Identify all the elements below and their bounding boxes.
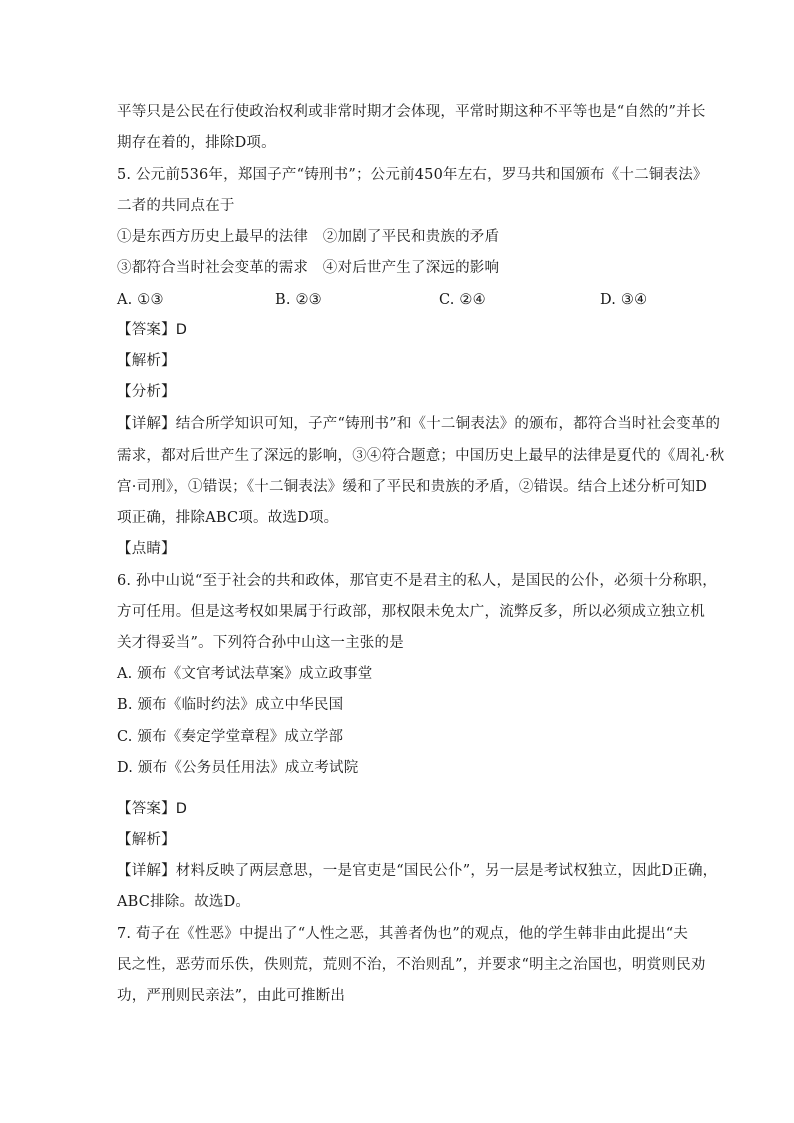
- prev-explanation-line-2: 期存在着的，排除D项。: [117, 135, 276, 151]
- q7-stem-line-3: 功，严刑则民亲法”，由此可推断出: [117, 988, 346, 1004]
- q5-answer: 【答案】D: [117, 322, 188, 338]
- q5-detail-line-1: 【详解】结合所学知识可知，子产“铸刑书”和《十二铜表法》的颁布，都符合当时社会变革的: [117, 416, 721, 432]
- q5-stem-line-1: 5. 公元前536年，郑国子产“铸刑书”；公元前450年左右，罗马共和国颁布《十二铜表法》: [117, 167, 708, 183]
- q6-stem-line-1: 6. 孙中山说“至于社会的共和政体，那官吏不是君主的私人，是国民的公仆，必须十分称职，: [117, 573, 717, 589]
- q5-detail-line-4: 项正确，排除ABC项。故选D项。: [117, 510, 339, 526]
- q5-fenxi-heading: 【分析】: [117, 384, 176, 400]
- q6-stem-line-2: 方可任用。但是这考权如果属于行政部，那权限未免太广，流弊反多，所以必须成立独立机: [117, 604, 705, 620]
- q6-detail-line-1: 【详解】材料反映了两层意思，一是官吏是“国民公仆”，另一层是考试权独立，因此D正确，: [117, 863, 718, 879]
- q6-option-d: D. 颁布《公务员任用法》成立考试院: [117, 760, 359, 776]
- q6-analysis-heading: 【解析】: [117, 832, 176, 848]
- q5-statement-2: ③都符合当时社会变革的需求 ④对后世产生了深远的影响: [117, 260, 500, 276]
- q7-stem-line-1: 7. 荀子在《性恶》中提出了“人性之恶，其善者伪也”的观点，他的学生韩非由此提出“夫: [117, 926, 689, 942]
- q7-stem-line-2: 民之性，恶劳而乐佚，佚则荒，荒则不治，不治则乱”，并要求“明主之治国也，明赏则民劝: [117, 957, 706, 973]
- q5-stem-line-2: 二者的共同点在于: [117, 198, 235, 214]
- q6-detail-line-2: ABC排除。故选D。: [117, 894, 251, 910]
- q6-option-b: B. 颁布《临时约法》成立中华民国: [117, 697, 344, 713]
- q5-detail-line-3: 宫·司刑》，①错误；《十二铜表法》缓和了平民和贵族的矛盾，②错误。结合上述分析可知D: [117, 479, 708, 495]
- prev-explanation-line-1: 平等只是公民在行使政治权利或非常时期才会体现，平常时期这种不平等也是“自然的”并长: [117, 104, 706, 120]
- q5-option-b: B. ②③: [275, 292, 322, 308]
- q6-answer: 【答案】D: [117, 801, 188, 817]
- q5-detail-line-2: 需求，都对后世产生了深远的影响，③④符合题意；中国历史上最早的法律是夏代的《周礼·秋: [117, 448, 725, 464]
- q6-option-a: A. 颁布《文官考试法草案》成立政事堂: [117, 666, 373, 682]
- q6-option-c: C. 颁布《奏定学堂章程》成立学部: [117, 729, 344, 745]
- q5-option-a: A. ①③: [117, 292, 164, 308]
- q5-analysis-heading: 【解析】: [117, 353, 176, 369]
- q5-option-c: C. ②④: [439, 292, 486, 308]
- q5-option-d: D. ③④: [600, 292, 648, 308]
- q5-statement-1: ①是东西方历史上最早的法律 ②加剧了平民和贵族的矛盾: [117, 229, 500, 245]
- q6-stem-line-3: 关才得妥当”。下列符合孙中山这一主张的是: [117, 635, 404, 651]
- q5-dianjing-heading: 【点睛】: [117, 541, 176, 557]
